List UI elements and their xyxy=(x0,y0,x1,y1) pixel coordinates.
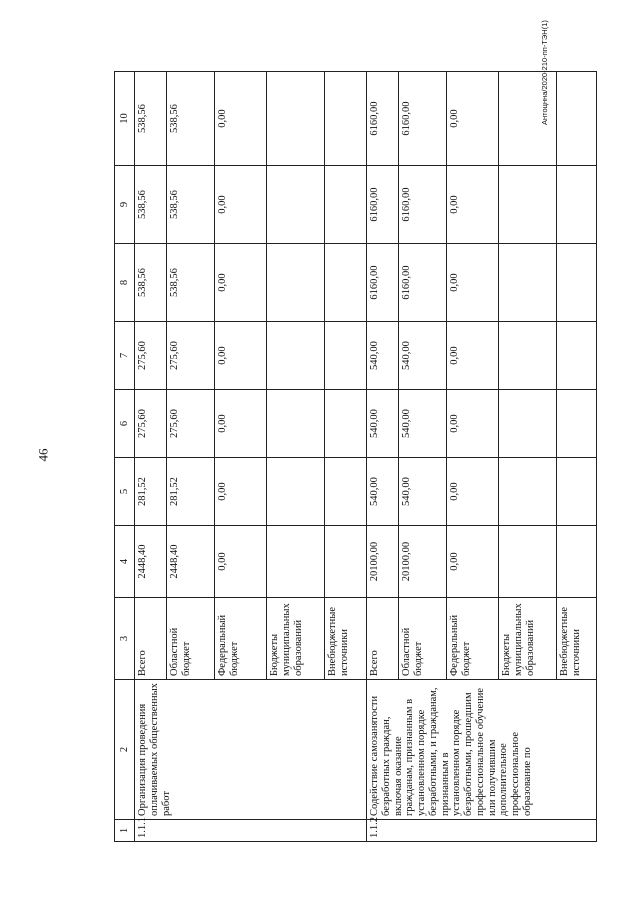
header-cell: 1 xyxy=(115,820,135,842)
value-cell: 281,52 xyxy=(167,458,215,526)
value-cell xyxy=(267,526,325,598)
funding-source: Бюджеты муниципальных образований xyxy=(267,598,325,680)
value-cell: 0,00 xyxy=(215,166,267,244)
value-cell xyxy=(325,322,367,390)
value-cell: 538,56 xyxy=(135,166,167,244)
funding-source: Всего xyxy=(135,598,167,680)
header-cell: 2 xyxy=(115,680,135,820)
value-cell: 540,00 xyxy=(367,322,399,390)
measure-name: Содействие самозанятости безработных граждан, включая оказание гражданам, признанным в установленном порядке безработными, и гражданам, признанным в установленном порядке безработными, прошедшим профессиональное обучение или получившим дополнительное профессиональное образование по xyxy=(367,680,597,820)
value-cell: 275,60 xyxy=(135,390,167,458)
value-cell: 20100,00 xyxy=(367,526,399,598)
value-cell: 0,00 xyxy=(215,244,267,322)
value-cell: 275,60 xyxy=(167,390,215,458)
value-cell: 0,00 xyxy=(215,458,267,526)
value-cell: 540,00 xyxy=(399,390,447,458)
funding-source: Областной бюджет xyxy=(167,598,215,680)
value-cell: 6160,00 xyxy=(399,166,447,244)
funding-source: Федеральный бюджет xyxy=(215,598,267,680)
value-cell: 540,00 xyxy=(399,322,447,390)
header-cell: 6 xyxy=(115,390,135,458)
value-cell: 281,52 xyxy=(135,458,167,526)
value-cell xyxy=(499,390,557,458)
value-cell xyxy=(557,390,597,458)
value-cell: 538,56 xyxy=(167,244,215,322)
value-cell xyxy=(499,244,557,322)
value-cell xyxy=(267,72,325,166)
header-cell: 9 xyxy=(115,166,135,244)
funding-source: Всего xyxy=(367,598,399,680)
value-cell: 0,00 xyxy=(447,322,499,390)
value-cell: 0,00 xyxy=(447,244,499,322)
value-cell xyxy=(325,244,367,322)
value-cell: 0,00 xyxy=(447,526,499,598)
value-cell xyxy=(325,526,367,598)
row-code: 1.1.2 xyxy=(367,820,597,842)
header-cell: 3 xyxy=(115,598,135,680)
header-cell: 8 xyxy=(115,244,135,322)
rotated-table-container xyxy=(114,72,581,842)
value-cell: 0,00 xyxy=(215,322,267,390)
funding-source: Бюджеты муниципальных образований xyxy=(499,598,557,680)
funding-source: Областной бюджет xyxy=(399,598,447,680)
value-cell: 538,56 xyxy=(167,72,215,166)
value-cell: 0,00 xyxy=(447,166,499,244)
value-cell: 2448,40 xyxy=(167,526,215,598)
page-number: 46 xyxy=(35,448,51,462)
value-cell: 6160,00 xyxy=(399,244,447,322)
value-cell xyxy=(499,166,557,244)
value-cell: 275,60 xyxy=(135,322,167,390)
value-cell: 6160,00 xyxy=(367,72,399,166)
value-cell xyxy=(325,72,367,166)
value-cell: 6160,00 xyxy=(399,72,447,166)
value-cell xyxy=(267,458,325,526)
value-cell xyxy=(267,244,325,322)
header-cell: 7 xyxy=(115,322,135,390)
funding-source: Внебюджетные источники xyxy=(325,598,367,680)
value-cell: 6160,00 xyxy=(367,244,399,322)
header-cell: 4 xyxy=(115,526,135,598)
value-cell: 538,56 xyxy=(167,166,215,244)
table-row xyxy=(135,72,167,842)
value-cell: 2448,40 xyxy=(135,526,167,598)
value-cell: 0,00 xyxy=(447,458,499,526)
value-cell xyxy=(499,526,557,598)
measure-name: Организация проведения оплачиваемых общественных работ xyxy=(135,680,367,820)
value-cell: 538,56 xyxy=(135,72,167,166)
value-cell xyxy=(267,390,325,458)
value-cell xyxy=(557,72,597,166)
value-cell: 0,00 xyxy=(215,72,267,166)
value-cell xyxy=(557,244,597,322)
row-code: 1.1.1 xyxy=(135,820,367,842)
value-cell xyxy=(557,526,597,598)
value-cell xyxy=(499,72,557,166)
value-cell xyxy=(557,322,597,390)
value-cell xyxy=(325,390,367,458)
table-row xyxy=(367,72,399,842)
value-cell xyxy=(267,166,325,244)
value-cell xyxy=(325,166,367,244)
value-cell: 538,56 xyxy=(135,244,167,322)
value-cell: 0,00 xyxy=(447,390,499,458)
value-cell: 20100,00 xyxy=(399,526,447,598)
value-cell xyxy=(557,166,597,244)
header-row xyxy=(115,72,135,842)
value-cell: 0,00 xyxy=(215,526,267,598)
value-cell xyxy=(557,458,597,526)
header-cell: 10 xyxy=(115,72,135,166)
funding-source: Федеральный бюджет xyxy=(447,598,499,680)
value-cell xyxy=(499,458,557,526)
value-cell: 275,60 xyxy=(167,322,215,390)
value-cell: 6160,00 xyxy=(367,166,399,244)
value-cell: 0,00 xyxy=(215,390,267,458)
value-cell: 0,00 xyxy=(447,72,499,166)
value-cell: 540,00 xyxy=(367,390,399,458)
value-cell xyxy=(325,458,367,526)
document-code: Антоцнна/2020-210-пп-ТЭН(1) xyxy=(540,20,549,125)
value-cell: 540,00 xyxy=(367,458,399,526)
value-cell xyxy=(267,322,325,390)
value-cell xyxy=(499,322,557,390)
funding-source: Внебюджетные источники xyxy=(557,598,597,680)
budget-table xyxy=(114,71,597,842)
value-cell: 540,00 xyxy=(399,458,447,526)
header-cell: 5 xyxy=(115,458,135,526)
